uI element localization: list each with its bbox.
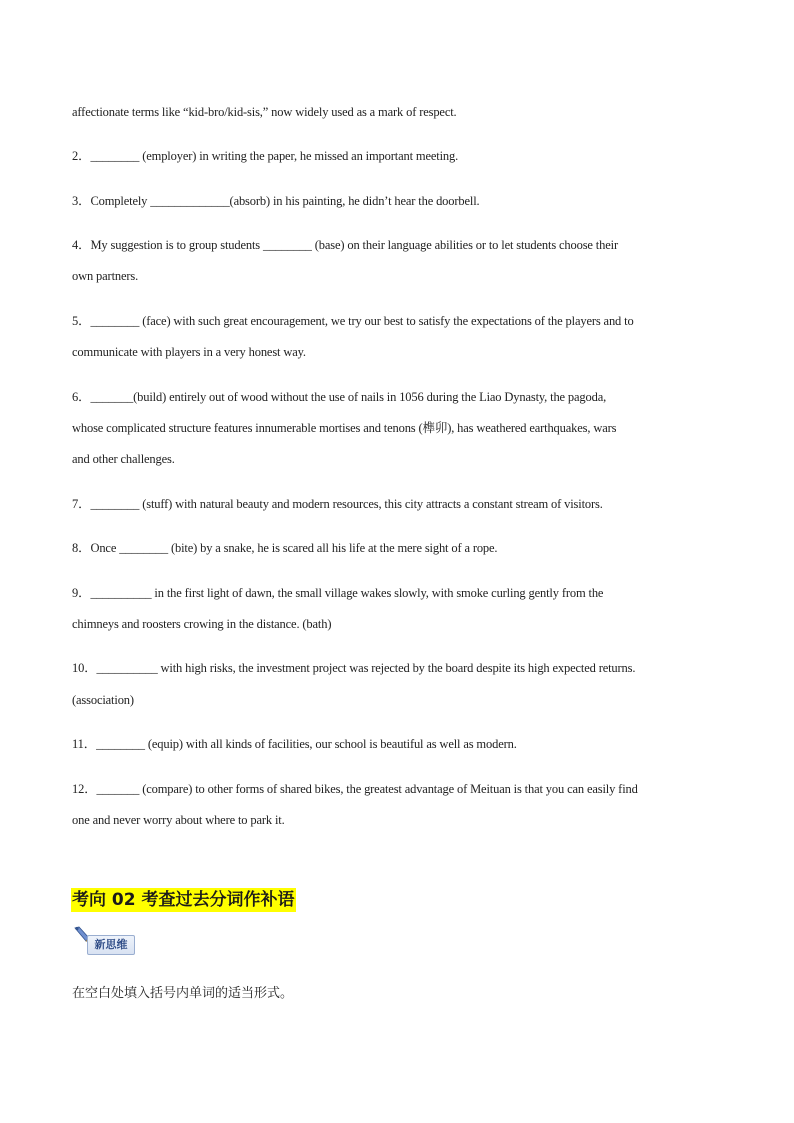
question-5: 5．________ (face) with such great encouragement, we try our best to satisfy the expectations of the players and to [72,314,634,328]
question-4-continued: own partners. [72,269,139,283]
question-6-continued: and other challenges. [72,452,175,466]
question-10-continued: (association) [72,693,134,707]
text-line: affectionate terms like “kid-bro/kid-sis,” now widely used as a mark of respect. [72,105,457,119]
question-9: 9．__________ in the first light of dawn, the small village wakes slowly, with smoke curling gently from the [72,586,604,600]
question-3: 3．Completely _____________(absorb) in his painting, he didn’t hear the doorbell. [72,194,480,208]
instruction-text: 在空白处填入括号内单词的适当形式。 [72,986,294,1001]
question-2: 2．________ (employer) in writing the paper, he missed an important meeting. [72,149,459,163]
question-12-continued: one and never worry about where to park it. [72,813,285,827]
question-5-continued: communicate with players in a very honest way. [72,345,306,359]
question-6: 6．_______(build) entirely out of wood without the use of nails in 1056 during the Liao Dynasty, the pagoda, [72,390,607,404]
question-8: 8．Once ________ (bite) by a snake, he is scared all his life at the mere sight of a rope. [72,541,498,555]
question-9-continued: chimneys and roosters crowing in the distance. (bath) [72,617,332,631]
question-6-continued: whose complicated structure features innumerable mortises and tenons (榫卯), has weathered earthquakes, wars [72,421,617,435]
section-heading: 考向 02 考查过去分词作补语 [72,890,295,910]
question-10: 10．__________ with high risks, the investment project was rejected by the board despite its high expected returns. [72,661,636,675]
question-4: 4．My suggestion is to group students ________ (base) on their language abilities or to let students choose their [72,238,618,252]
new-thinking-badge [73,926,137,956]
badge-label: 新思维 [87,935,135,955]
question-11: 11．________ (equip) with all kinds of facilities, our school is beautiful as well as modern. [72,737,517,751]
question-12: 12．_______ (compare) to other forms of shared bikes, the greatest advantage of Meituan is that you can easily find [72,782,638,796]
question-7: 7．________ (stuff) with natural beauty and modern resources, this city attracts a constant stream of visitors. [72,497,603,511]
